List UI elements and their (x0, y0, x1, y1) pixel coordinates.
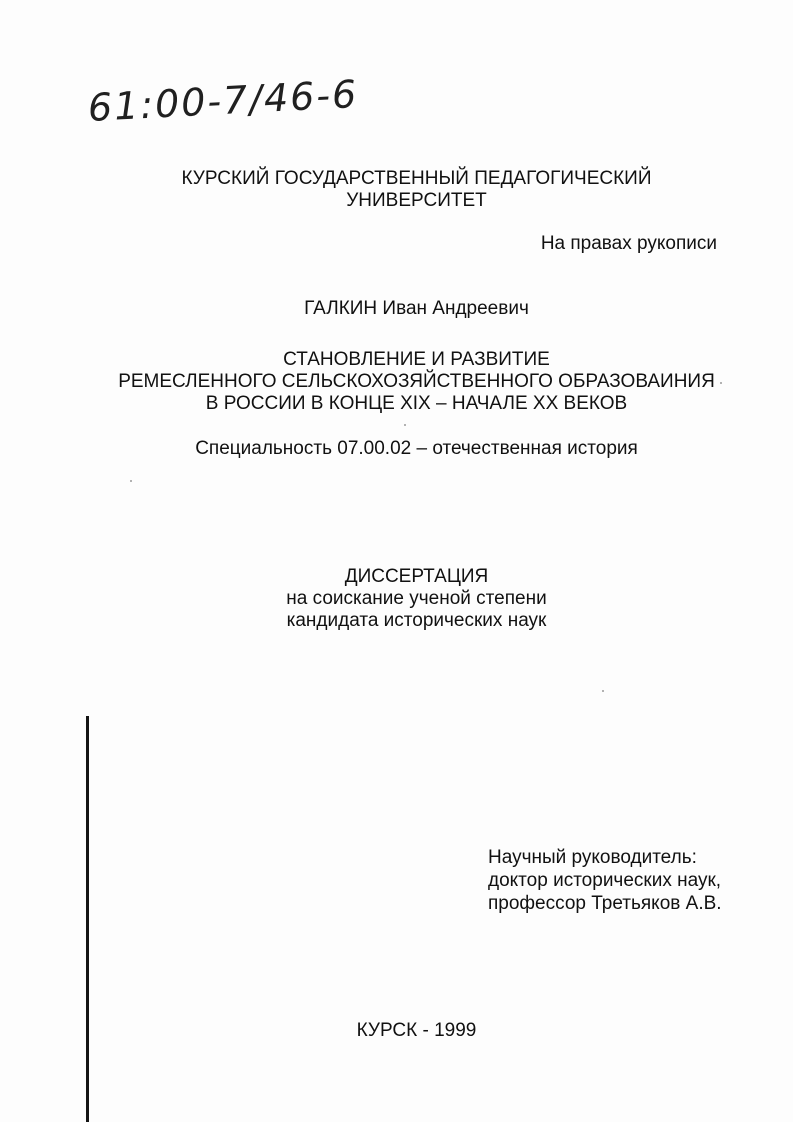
scan-edge-mark (86, 716, 89, 1122)
author-name: ГАЛКИН Иван Андреевич (304, 298, 529, 319)
supervisor-line-2: доктор исторических наук, (488, 870, 722, 891)
title-line-2: РЕМЕСЛЕННОГО СЕЛЬСКОХОЗЯЙСТВЕННОГО ОБРАЗОВАИНИЯ (118, 371, 715, 392)
scan-speck (130, 480, 132, 482)
university-line-1: КУРСКИЙ ГОСУДАРСТВЕННЫЙ ПЕДАГОГИЧЕСКИЙ (181, 168, 652, 189)
dissertation-heading: ДИССЕРТАЦИЯ (344, 566, 489, 587)
supervisor-line-3: профессор Третьяков А.В. (488, 893, 722, 914)
specialty: Специальность 07.00.02 – отечественная история (195, 438, 638, 459)
dissertation-line-1: на соискание ученой степени (286, 588, 547, 609)
city-year: КУРСК - 1999 (356, 1020, 477, 1041)
scan-speck (404, 424, 406, 426)
supervisor-line-1: Научный руководитель: (488, 847, 697, 868)
manuscript-note: На правах рукописи (540, 233, 717, 254)
title-line-3: В РОССИИ В КОНЦЕ XIX – НАЧАЛЕ XX ВЕКОВ (205, 393, 628, 414)
archive-code: 61:00-7/46-6 (86, 71, 360, 130)
dissertation-line-2: кандидата исторических наук (286, 610, 547, 631)
title-line-1: СТАНОВЛЕНИЕ И РАЗВИТИЕ (283, 349, 550, 370)
scan-speck (602, 690, 604, 692)
university-line-2: УНИВЕРСИТЕТ (346, 190, 487, 211)
